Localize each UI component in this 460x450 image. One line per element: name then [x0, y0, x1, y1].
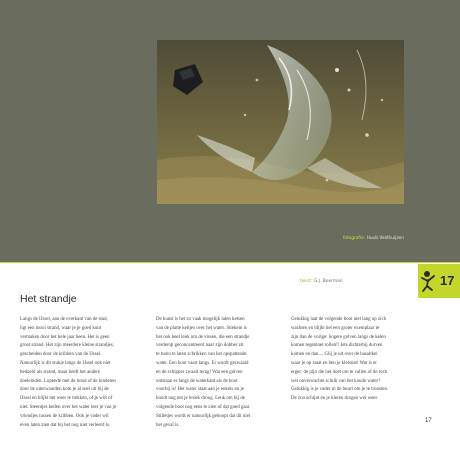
author-name: G.J. Boerman — [313, 279, 343, 284]
text-line: van de platte keitjes over het water. Stiekem is — [156, 325, 247, 331]
text-line: voorbij is! Het water staat aan je enkels en je — [156, 387, 244, 393]
text-line: zijn dan de vorige: hogere golven langs de kelen — [291, 334, 386, 340]
text-line: verderop geconcentreerd naar zijn dobber zit — [156, 343, 244, 349]
text-line: niet. Steentjes keilen over het water leer je van je — [20, 404, 117, 410]
text-line: De zon schijnt en je kleren drogen wel weer. — [291, 396, 379, 402]
text-line: Natuurlijk is dit stukje langs de IJssel ook niet — [20, 360, 111, 366]
text-column-2 — [156, 316, 281, 430]
photo-credit-name: Huub Veldhuijzen — [366, 236, 404, 241]
text-line: Gelukkig is je vader in de buurt om je te troosten. — [291, 387, 389, 393]
text-line: Stilletjes wordt er natuurlijk gehoopt dat dit niet — [156, 413, 251, 419]
figure-icon — [421, 269, 435, 293]
text-line: houdt nog net je broek droog. Leuk om bij de — [156, 396, 245, 402]
photo-credit-label: fotografie: — [342, 236, 366, 241]
photo-credit — [300, 236, 404, 241]
text-line: komen tegemoet rollen!! Iets dichterbij durven — [291, 343, 383, 349]
text-line: water. Een boot vaart langs. Er wordt gezwaaid — [156, 360, 249, 366]
text-column-3 — [291, 316, 416, 404]
divider-line — [0, 262, 460, 263]
author-credit — [300, 279, 410, 284]
text-line: gescheiden door de kribben van de IJssel. — [20, 352, 102, 358]
text-line: groot strand. Het zijn meerdere kleine strandjes, — [20, 343, 114, 349]
text-line: Gelukkig laat de volgende boot niet lang op zich — [291, 317, 387, 322]
text-line: IJssel en blijkt het weer te trekken, of je wilt of — [20, 396, 113, 402]
text-column-1 — [20, 316, 145, 430]
author-label: tekst: — [300, 279, 313, 284]
page-number: 17 — [425, 418, 432, 424]
article-title: Het strandje — [20, 293, 77, 305]
text-line: wel onverwachte schrik van het koude water? — [291, 378, 381, 384]
badge-number: 17 — [440, 273, 455, 288]
text-line: het ook heel leuk om de vissen, die een strandje — [156, 334, 250, 340]
text-line: komen en dan.... Glij je uit over de basaltkei — [291, 352, 378, 358]
text-line: en de schipper zwaait terug! Wat een golven — [156, 369, 243, 375]
text-line: te turen te laten schrikken van het opspattende — [156, 352, 247, 358]
text-line: Langs de IJssel, aan de overkant van de stad, — [20, 317, 108, 322]
chapter-badge — [418, 264, 460, 298]
text-line: doeleinden. Lopende met de hond of de kinderen — [20, 378, 116, 384]
text-line: vriendjes tussen de kribben. Ook je vader wil — [20, 413, 109, 419]
splash-photo — [157, 40, 404, 204]
text-line: ontstaan er langs de waterkant als de boot — [156, 378, 238, 384]
text-line: erger: de pijn die het doet om te vallen of de toch — [291, 369, 388, 375]
text-line: vermaken door het hele jaar heen. Het is geen — [20, 334, 110, 340]
text-line: wachten en blijkt het een groter exemplaar te — [291, 325, 380, 331]
text-line: even laten zien dat hij het nog niet verleerd is. — [20, 422, 111, 428]
text-line: De kunst is het zo vaak mogelijk laten ketsen — [156, 317, 245, 322]
text-line: bedoeld als strand, maar heeft het andere — [20, 369, 100, 375]
text-line: volgende boot nog eens te zien of dat goed gaat. — [156, 404, 251, 410]
text-line: waar je op staat en ben je kletsnat! Wat is er — [291, 360, 377, 366]
text-line: ligt een mooi strand, waar je je goed kunt — [20, 325, 102, 331]
text-line: het geval is. — [156, 422, 180, 428]
text-line: door de uiterwaarden kom je al snel uit bij de — [20, 387, 109, 393]
